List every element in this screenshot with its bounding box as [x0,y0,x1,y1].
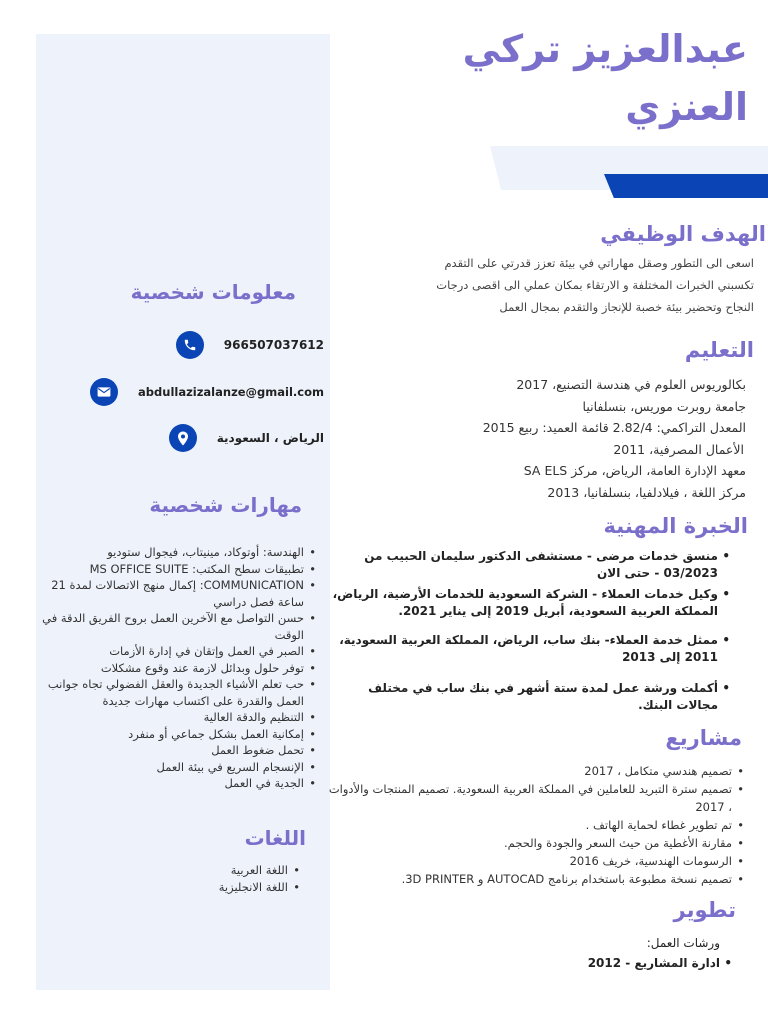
skill-item: • تطبيقات سطح المكتب: MS OFFICE SUITE [36,561,316,578]
education-line: الأعمال المصرفية، 2011 [613,441,744,457]
experience-item: • منسق خدمات مرضى - مستشفى الدكتور سليمان الحبيب من 03/2023 - حتى الان [330,548,730,582]
skill-item: • التنظيم والدقة العالية [36,709,316,726]
education-line: بكالوريوس العلوم في هندسة التصنيع، 2017 [516,377,746,392]
projects-list [324,762,744,888]
skill-item: • حسن التواصل مع الآخرين العمل بروح الفريق الدقة في الوقت [36,610,316,643]
skill-item: • حب تعلم الأشياء الجديدة والعقل الفضولي تجاه جوانب العمل والقدرة على اكتساب مهارات جديدة [36,676,316,709]
project-item: • تصميم هندسي متكامل ، 2017 [324,762,744,780]
contact-location [74,423,324,453]
education-line: جامعة روبرت موريس، بنسلفانيا [582,398,746,414]
education-text [386,374,746,503]
education-line: المعدل التراكمي: 2.82/4 قائمة العميد: ربيع 2015 [482,420,746,435]
projects-heading: مشاريع [665,726,742,750]
language-item: • اللغة العربية [100,862,300,879]
skills-heading: مهارات شخصية [149,493,302,517]
header-decoration-blue [604,174,768,198]
development-heading: تطوير [673,898,736,922]
languages-list [100,862,300,895]
skill-item: • توفر حلول وبدائل لازمة عند وقوع مشكلات [36,660,316,677]
project-item: • الرسومات الهندسية، خريف 2016 [324,852,744,870]
objective-line: النجاح وتحضير بيئة خصبة للإنجاز والتقدم بمجال العمل [499,300,754,314]
phone-icon [176,331,204,359]
skill-item: • COMMUNICATION: إكمال منهج الاتصالات لمدة 21 ساعة فصل دراسي [36,577,316,610]
phone-number[interactable]: 966507037612 [223,338,324,352]
experience-item: • وكيل خدمات العملاء - الشركة السعودية للخدمات الأرضية، الرياض، المملكة العربية السعودية، أبريل 2019 إلى يناير 2021. [330,586,730,620]
person-name [388,20,748,136]
development-item: • ادارة المشاريع - 2012 [472,954,732,972]
objective-line: تكسبني الخبرات المختلفة و الارتقاء بمكان عملي الى اقصى درجات [436,278,754,292]
project-item: • تصميم نسخة مطبوعة باستخدام برنامج AUTOCAD و 3D PRINTER. [324,870,744,888]
objective-text [334,252,754,318]
skills-list [36,544,316,792]
skill-item: • إمكانية العمل بشكل جماعي أو منفرد [36,726,316,743]
development-subtitle: ورشات العمل: [646,936,720,950]
location-text: الرياض ، السعودية [216,431,324,445]
experience-item: • ممثل خدمة العملاء- بنك ساب، الرياض، المملكة العربية السعودية، 2011 إلى 2013 [330,632,730,666]
skill-item: • تحمل ضغوط العمل [36,742,316,759]
experience-item: • أكملت ورشة عمل لمدة ستة أشهر في بنك ساب في مختلف مجالات البنك. [330,680,730,714]
name-line-2: العنزي [625,85,748,129]
contact-phone [74,330,324,360]
personal-info-heading: معلومات شخصية [130,280,296,304]
email-address[interactable]: abdullazizalanze@gmail.com [138,385,324,399]
objective-heading: الهدف الوظيفي [600,222,766,246]
contact-email [74,377,324,407]
languages-heading: اللغات [244,826,306,850]
location-pin-icon [169,424,197,452]
objective-line: اسعى الى التطور وصقل مهاراتي في بيئة تعزز قدرتي على التقدم [444,256,754,270]
project-item: • تم تطوير غطاء لحماية الهاتف . [324,816,744,834]
name-line-1: عبدالعزيز تركي [462,27,748,71]
project-item: • تصميم سترة التبريد للعاملين في المملكة العربية السعودية. تصميم المنتجات والأدوات ، 2017 [324,780,744,816]
skill-item: • الإنسجام السريع في بيئة العمل [36,759,316,776]
education-heading: التعليم [684,338,754,362]
skill-item: • الجدية في العمل [36,775,316,792]
experience-list [330,548,730,714]
envelope-icon [90,378,118,406]
skill-item: • الهندسة: أوتوكاد، مينيتاب، فيجوال ستوديو [36,544,316,561]
skill-item: • الصبر في العمل وإتقان في إدارة الأزمات [36,643,316,660]
language-item: • اللغة الانجليزية [100,879,300,896]
education-line: مركز اللغة ، فيلادلفيا، بنسلفانيا، 2013 [547,484,746,500]
experience-heading: الخبرة المهنية [603,514,748,538]
education-line: معهد الإدارة العامة، الرياض، مركز SA ELS [523,463,746,478]
development-list [472,954,732,972]
project-item: • مقارنة الأغطية من حيث السعر والجودة والحجم. [324,834,744,852]
